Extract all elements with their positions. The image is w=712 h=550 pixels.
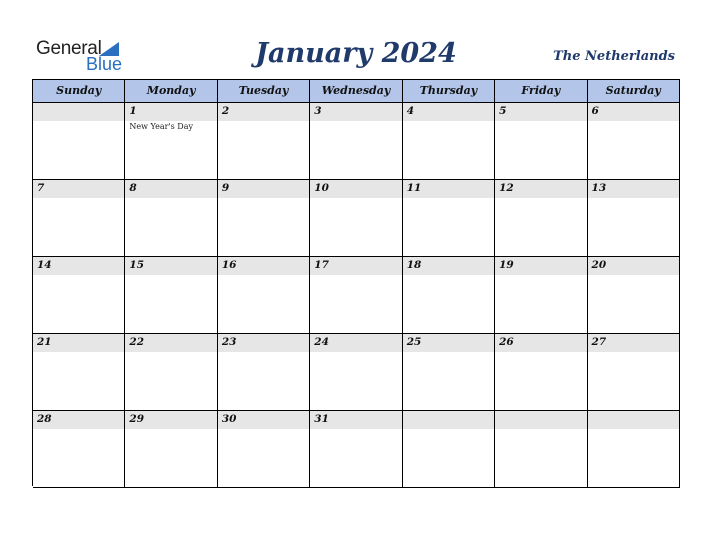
day-cell xyxy=(495,103,587,180)
weekday-tuesday: Tuesday xyxy=(218,80,310,103)
day-number-band xyxy=(588,103,679,121)
day-number: 28 xyxy=(37,413,52,425)
country-name: The Netherlands xyxy=(553,49,675,64)
day-number-band xyxy=(125,180,216,198)
day-number: 3 xyxy=(314,105,322,117)
day-number: 24 xyxy=(314,336,329,348)
weekday-thursday: Thursday xyxy=(403,80,495,103)
day-number: 25 xyxy=(406,336,422,348)
day-cell xyxy=(495,180,587,257)
day-number-band xyxy=(495,103,586,121)
day-cell xyxy=(218,257,310,334)
week-row xyxy=(33,103,680,180)
day-number-band xyxy=(218,180,309,198)
day-number: 9 xyxy=(221,182,230,194)
week-row xyxy=(33,257,680,334)
holiday-label: New Year's Day xyxy=(129,122,194,131)
day-cell xyxy=(310,103,402,180)
day-cell xyxy=(310,180,402,257)
day-number-band xyxy=(218,103,309,121)
day-number: 15 xyxy=(129,259,145,271)
day-number: 11 xyxy=(406,182,422,194)
day-cell xyxy=(218,180,310,257)
weekday-friday: Friday xyxy=(495,80,587,103)
day-number: 6 xyxy=(591,105,599,117)
day-number: 26 xyxy=(499,336,514,348)
day-cell xyxy=(588,411,680,488)
day-cell xyxy=(588,334,680,411)
day-number-band xyxy=(125,103,216,121)
day-cell xyxy=(218,334,310,411)
weekday-wednesday: Wednesday xyxy=(310,80,402,103)
day-number-band xyxy=(403,411,494,429)
weekday-monday: Monday xyxy=(125,80,217,103)
day-cell xyxy=(588,103,680,180)
day-number: 21 xyxy=(37,336,52,348)
day-number: 20 xyxy=(591,259,607,271)
day-number: 18 xyxy=(406,259,422,271)
day-cell xyxy=(310,411,402,488)
day-cell xyxy=(403,257,495,334)
day-cell xyxy=(403,103,495,180)
day-cell xyxy=(310,334,402,411)
day-number: 14 xyxy=(37,259,52,271)
day-number-band xyxy=(33,103,124,121)
day-cell xyxy=(403,180,495,257)
day-cell xyxy=(125,411,217,488)
day-number: 22 xyxy=(129,336,145,348)
day-number: 8 xyxy=(129,182,137,194)
day-cell xyxy=(588,180,680,257)
calendar-grid xyxy=(32,79,680,486)
day-cell xyxy=(310,257,402,334)
day-cell xyxy=(495,411,587,488)
day-cell xyxy=(125,103,217,180)
day-cell xyxy=(403,411,495,488)
day-cell xyxy=(125,334,217,411)
day-number: 23 xyxy=(221,336,237,348)
day-number: 1 xyxy=(129,105,137,117)
day-number: 12 xyxy=(499,182,514,194)
week-row xyxy=(33,334,680,411)
day-number-band xyxy=(33,180,124,198)
week-row xyxy=(33,180,680,257)
day-cell xyxy=(495,334,587,411)
day-cell xyxy=(403,334,495,411)
day-cell xyxy=(495,257,587,334)
day-number: 27 xyxy=(591,336,607,348)
day-number: 5 xyxy=(499,105,507,117)
weekday-header-row xyxy=(33,80,680,103)
day-number: 30 xyxy=(221,413,237,425)
weekday-sunday: Sunday xyxy=(33,80,125,103)
logo-general-text: General xyxy=(36,38,102,59)
day-number: 2 xyxy=(221,105,230,117)
day-number: 16 xyxy=(221,259,237,271)
day-number-band xyxy=(403,103,494,121)
day-number-band xyxy=(588,411,679,429)
day-number: 10 xyxy=(314,182,329,194)
day-number: 4 xyxy=(406,105,414,117)
weekday-saturday: Saturday xyxy=(588,80,680,103)
day-cell xyxy=(218,411,310,488)
calendar-title: January 2024 xyxy=(255,38,457,69)
day-cell xyxy=(33,103,125,180)
day-number: 17 xyxy=(314,259,329,271)
day-cell xyxy=(588,257,680,334)
day-number: 13 xyxy=(591,182,607,194)
day-cell xyxy=(33,411,125,488)
week-row xyxy=(33,411,680,488)
day-number: 7 xyxy=(37,182,45,194)
day-cell xyxy=(125,180,217,257)
day-number: 31 xyxy=(314,413,329,425)
day-cell xyxy=(33,334,125,411)
day-cell xyxy=(125,257,217,334)
logo-blue-text: Blue xyxy=(86,54,123,74)
day-cell xyxy=(218,103,310,180)
day-number-band xyxy=(310,103,401,121)
day-number-band xyxy=(495,411,586,429)
day-cell xyxy=(33,257,125,334)
weeks-container xyxy=(33,103,680,488)
day-number: 19 xyxy=(499,259,514,271)
day-number: 29 xyxy=(129,413,145,425)
day-cell xyxy=(33,180,125,257)
